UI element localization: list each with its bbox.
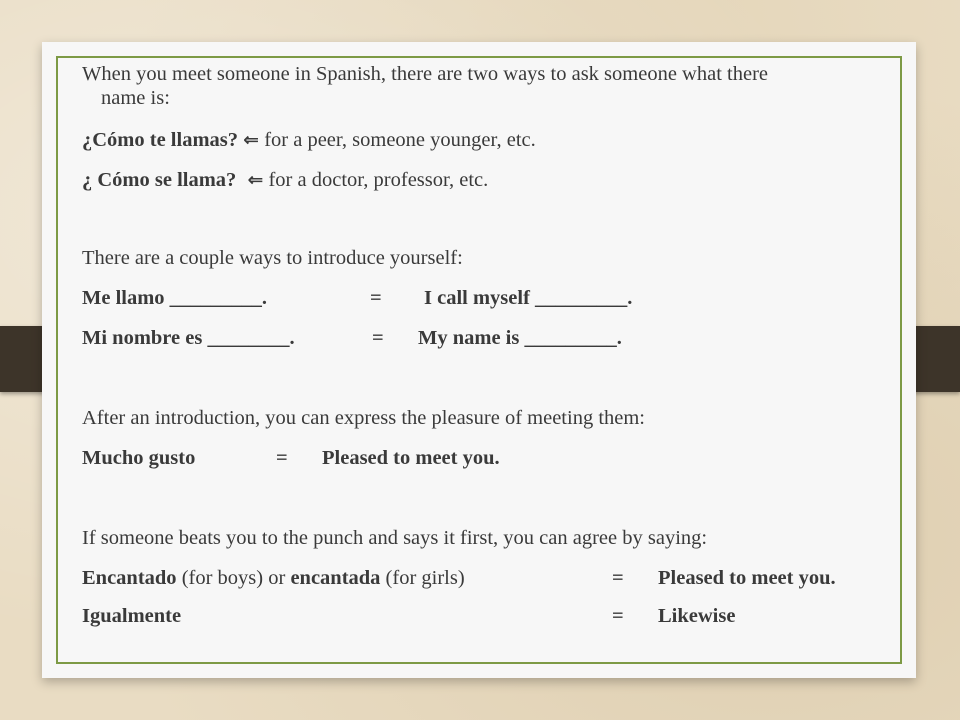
phrase-english: Likewise — [658, 605, 736, 627]
left-arrow-icon: ⇐ — [247, 169, 264, 191]
phrase-row-mi-nombre — [82, 326, 882, 350]
introduce-heading: There are a couple ways to introduce yourself: — [82, 247, 463, 269]
phrase-equals: = — [276, 447, 288, 469]
phrase-equals: = — [372, 327, 384, 349]
phrase-row-mucho-gusto — [82, 446, 882, 470]
phrase-word-encantada: encantada — [290, 567, 381, 589]
agree-heading: If someone beats you to the punch and says it first, you can agree by saying: — [82, 527, 708, 549]
phrase-equals: = — [612, 605, 624, 627]
phrase-row-me-llamo — [82, 286, 882, 310]
left-arrow-icon: ⇐ — [243, 129, 260, 151]
phrase-row-igualmente — [82, 604, 882, 628]
intro-line-2: name is: — [101, 87, 170, 109]
phrase-equals: = — [612, 567, 624, 589]
question-peer-row — [82, 128, 536, 152]
phrase-row-encantado — [82, 566, 882, 590]
phrase-text-boys: (for boys) or — [181, 567, 286, 589]
question-peer-phrase: ¿Cómo te llamas? — [82, 129, 239, 151]
phrase-english: Pleased to meet you. — [322, 447, 500, 469]
phrase-spanish — [82, 566, 465, 590]
question-formal-note: for a doctor, professor, etc. — [268, 169, 489, 191]
phrase-english: I call myself _________. — [424, 287, 633, 309]
phrase-english: My name is _________. — [418, 327, 622, 349]
question-peer-note: for a peer, someone younger, etc. — [264, 129, 536, 151]
question-formal-row — [82, 168, 488, 192]
phrase-spanish: Igualmente — [82, 605, 182, 627]
phrase-english: Pleased to meet you. — [658, 567, 836, 589]
phrase-equals: = — [370, 287, 382, 309]
phrase-spanish: Me llamo _________. — [82, 287, 268, 309]
intro-line-1: When you meet someone in Spanish, there are two ways to ask someone what there — [82, 63, 768, 85]
phrase-word-encantado: Encantado — [82, 567, 177, 589]
phrase-spanish: Mi nombre es ________. — [82, 327, 295, 349]
pleasure-heading: After an introduction, you can express the pleasure of meeting them: — [82, 407, 645, 429]
question-formal-phrase: ¿ Cómo se llama? — [82, 169, 237, 191]
phrase-text-girls: (for girls) — [385, 567, 465, 589]
phrase-spanish: Mucho gusto — [82, 447, 196, 469]
